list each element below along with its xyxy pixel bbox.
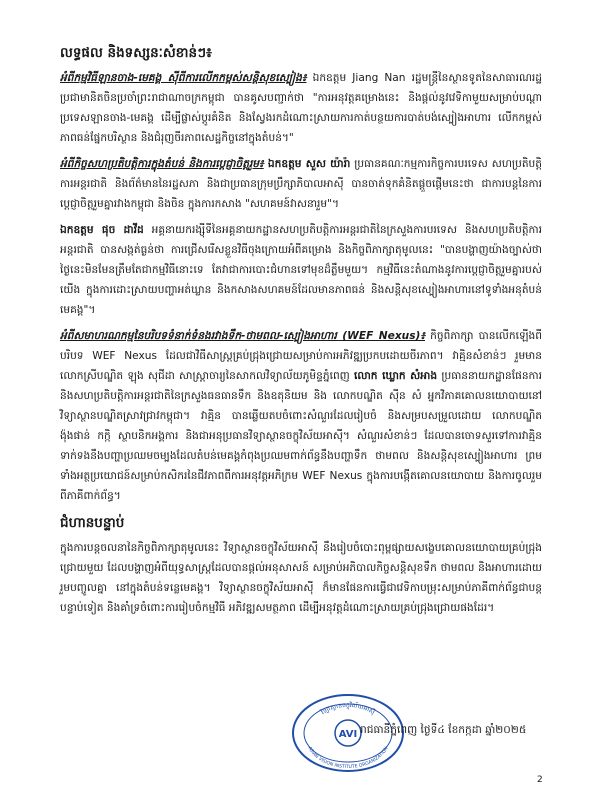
- paragraph-lead: អំពីកម្មវិធីឡានចាង-មេគង្គ ស៊ីពីការលើកកម្ពស់សន្តិសុខស្បៀង៖: [60, 72, 307, 84]
- speaker-name: ឯកឧត្តម ផុច ដាវីដ: [60, 224, 144, 236]
- document-body: [60, 42, 542, 624]
- seal-text-mid: AVI: [338, 729, 358, 740]
- signature-date-line: រាជធានីភ្នំពេញ ថ្ងៃទី៤ ខែកក្កដា ឆ្នាំ២០២៥: [360, 724, 527, 736]
- paragraph-text: អគ្គនាយករង្ស៊ីទីនៃអគ្គនាយកដ្ឋានសហប្រតិបត្តិការអន្តរជាតិនៃក្រសួងការបរទេស និងសហប្រតិបត្តិការអន្តរជាតិ បានសង្កត់ធ្ងន់ថា ការជ្រើសរើសខ្លួនវិធីចុងក្រោយអំពីគម្រោង និងកិច្ចពិភាក្សាតុមូលនេះ "បានបង្ហាញយ៉ាងច្បាស់ថា ថ្ងៃនេះមិនមែនត្រឹមតែជាកម្មវិធីនោះទេ តែវាជាការបោះជំហានទៅមុខដ៏ត្លឹមមួយ។ កម្មវិធីនេះតំណាងនូវការប្ដេជ្ញាចិត្តរួមគ្នារបស់យើង ក្នុងការដោះស្រាយបញ្ហាអត់ឃ្លាន និងកសាងសហគមន៍ដែលមានភាពធន់ និងសន្តិសុខស្បៀងអាហារនៅទូទាំងអនុតំបន់មេគង្គ"។: [60, 224, 542, 316]
- paragraph-lancang-mekong: [60, 68, 542, 148]
- paragraph-lead: អំពីសមាហរណកម្មនៃបរិបទទំនាក់ទំនងរវាងទឹក-ថាមពល-ស្បៀងអាហារ (WEF Nexus)៖: [60, 330, 425, 342]
- svg-text:វិទ្យាស្ថានចក្ខុវិស័យអាស៊ី: [319, 701, 377, 717]
- paragraph-regional-cooperation: [60, 154, 542, 214]
- section-heading-results: លទ្ធផល និងទស្សនៈសំខាន់ៗ៖: [60, 45, 212, 61]
- paragraph-text: ប្រធានគណៈកម្មការកិច្ចការបរទេស សហប្រតិបត្តិការអន្តរជាតិ និងព័ត៌មាននៃរដ្ឋសភា និងជាប្រធានក្រុមប្រឹក្សាភិបាលអាស៊ី បានចាត់ទុកគំនិតផ្ដួចផ្ដើមនេះថា ជាការបន្តនៃការប្ដេជ្ញាចិត្តរួមគ្នារវាងកម្ពុជា និងចិន ក្នុងការកសាង "សហគមន៍វាសនារួម"។: [60, 158, 542, 210]
- paragraph-wef-nexus: [60, 326, 542, 506]
- page-number: 2: [537, 775, 543, 785]
- section-heading-next-steps: ជំហានបន្ទាប់: [60, 515, 125, 531]
- paragraph-text: កិច្ចពិភាក្សា បានលើកឡើងពីបរិបទ WEF Nexus ដែលជាវិធីសាស្ត្រគ្រប់ជ្រុងជ្រោយសម្រាប់ការអភិវឌ្ឍប្រកបដោយចីរភាព។ វាគ្មិនសំខាន់ៗ រួមមាន លោកស្រីបណ្ឌិត ឡុង សុជីដា សាស្ត្រាចារ្យនៃសាកលវិទ្យាល័យភូមិន្ទភ្នំពេញ: [60, 330, 542, 382]
- paragraph-text: ឯកឧត្តម Jiang Nan រដ្ឋមន្ត្រីនៃស្ថានទូតនៃសាធារណរដ្ឋប្រជាមានិតចិនប្រចាំព្រះរាជាណាចក្រកម្ពុជា បានគូសបញ្ជាក់ថា "ការអនុវត្តគម្រោងនេះ និងផ្ដល់នូវវេទិកាមួយសម្រាប់បណ្ដាប្រទេសឡានចាង-មេគង្គ ដើម្បីផ្លាស់ប្ដូរគំនិត និងស្វែងរកដំណោះស្រាយការកាត់បន្ថយការបាត់បង់ស្បៀងអាហារ លើកកម្ពស់ភាពធន់ផ្នែកបរិស្ថាន និងជំរុញចីរភាពសេដ្ឋកិច្ចនៅក្នុងតំបន់។": [60, 72, 542, 144]
- paragraph-text: ក្នុងការបន្តចលនានៃកិច្ចពិភាក្សាតុមូលនេះ វិទ្យាស្ថានចក្ខុវិស័យអាស៊ី នឹងរៀបចំបោះពុម្ពផ្សាយសង្ខេបគោលនយោបាយគ្រប់ជ្រុងជ្រោយមួយ ដែលបង្ហាញអំពីយុទ្ធសាស្ត្រដែលបានផ្ដល់អនុសាសន៍ សម្រាប់អភិបាលកិច្ចសន្តិសុខទឹក ថាមពល និងអាហារដោយរួមបញ្ចូលគ្នា នៅក្នុងតំបន់ទន្លេមេគង្គ។ វិទ្យាស្ថានចក្ខុវិស័យអាស៊ី ក៏មានផែនការធ្វើជាវេទិកាបម្រុះសម្រាប់ភាគីពាក់ព័ន្ធជាបន្តបន្ទាប់ទៀត និងគាំទ្រចំពោះការរៀបចំកម្មវិធី អភិវឌ្ឍសមត្ថភាព ដើម្បីអនុវត្តដំណោះស្រាយគ្រប់ជ្រុងជ្រោយផងដែរ។: [60, 542, 542, 614]
- speaker-name: លោក ឃ្លោក សំអាង: [354, 370, 438, 382]
- speaker-name: ឯកឧត្តម សួស យ៉ារ៉ា: [263, 158, 351, 170]
- seal-text-bottom: ASIAN VISION INSTITUTE ORGANIZATION: [306, 746, 390, 771]
- paragraph-deputy-director: [60, 220, 542, 320]
- paragraph-lead: អំពីកិច្ចសហប្រតិបត្តិការក្នុងតំបន់ និងការប្ដេជ្ញាចិត្តរួម៖: [60, 158, 264, 170]
- paragraph-text: ប្រធាននាយកដ្ឋានផែនការ និងសហប្រតិបត្តិការអន្តរជាតិនៃក្រសួងធនធានទឹក និងឧតុនិយម និង លោកបណ្ឌិត ស៊ីន សំ អ្នកវិភាគគោលនយោបាយនៅវិទ្យាស្ថានបណ្ឌិតស្រាវជ្រាវកម្ពុជា។ វាគ្មិន បានឆ្លើយតបចំពោះសំណួរដែលរៀបចំ និងសម្របសម្រួលដោយ លោកបណ្ឌិត ង៉ុងផាន់ កក្កិ ស្ថាបនិកអង្គការ និងជាអនុប្រធានវិទ្យាស្ថានចក្ខុវិស័យអាស៊ី។ សំណួរសំខាន់ៗ ដែលបានចោទសួរទៅការវាគ្មិន ទាក់ទងនឹងបញ្ហាប្រឈមចម្បងដែលតំបន់មេគង្គកំពុងប្រឈមពាក់ព័ន្ធនឹងបញ្ហាទឹក ថាមពល និងសន្តិសុខស្បៀងអាហារ ព្រមទាំងអត្ថប្រយោជន៍សម្រាប់កសិករនៃជីវភាពពីការអនុវត្តអភិក្រម WEF Nexus ក្នុងការបង្កើតគោលនយោបាយ និងការចូលរួមពីភាគីពាក់ព័ន្ធ។: [60, 370, 542, 502]
- paragraph-next-steps: [60, 538, 542, 618]
- seal-text-top: វិទ្យាស្ថានចក្ខុវិស័យអាស៊ី: [319, 701, 376, 717]
